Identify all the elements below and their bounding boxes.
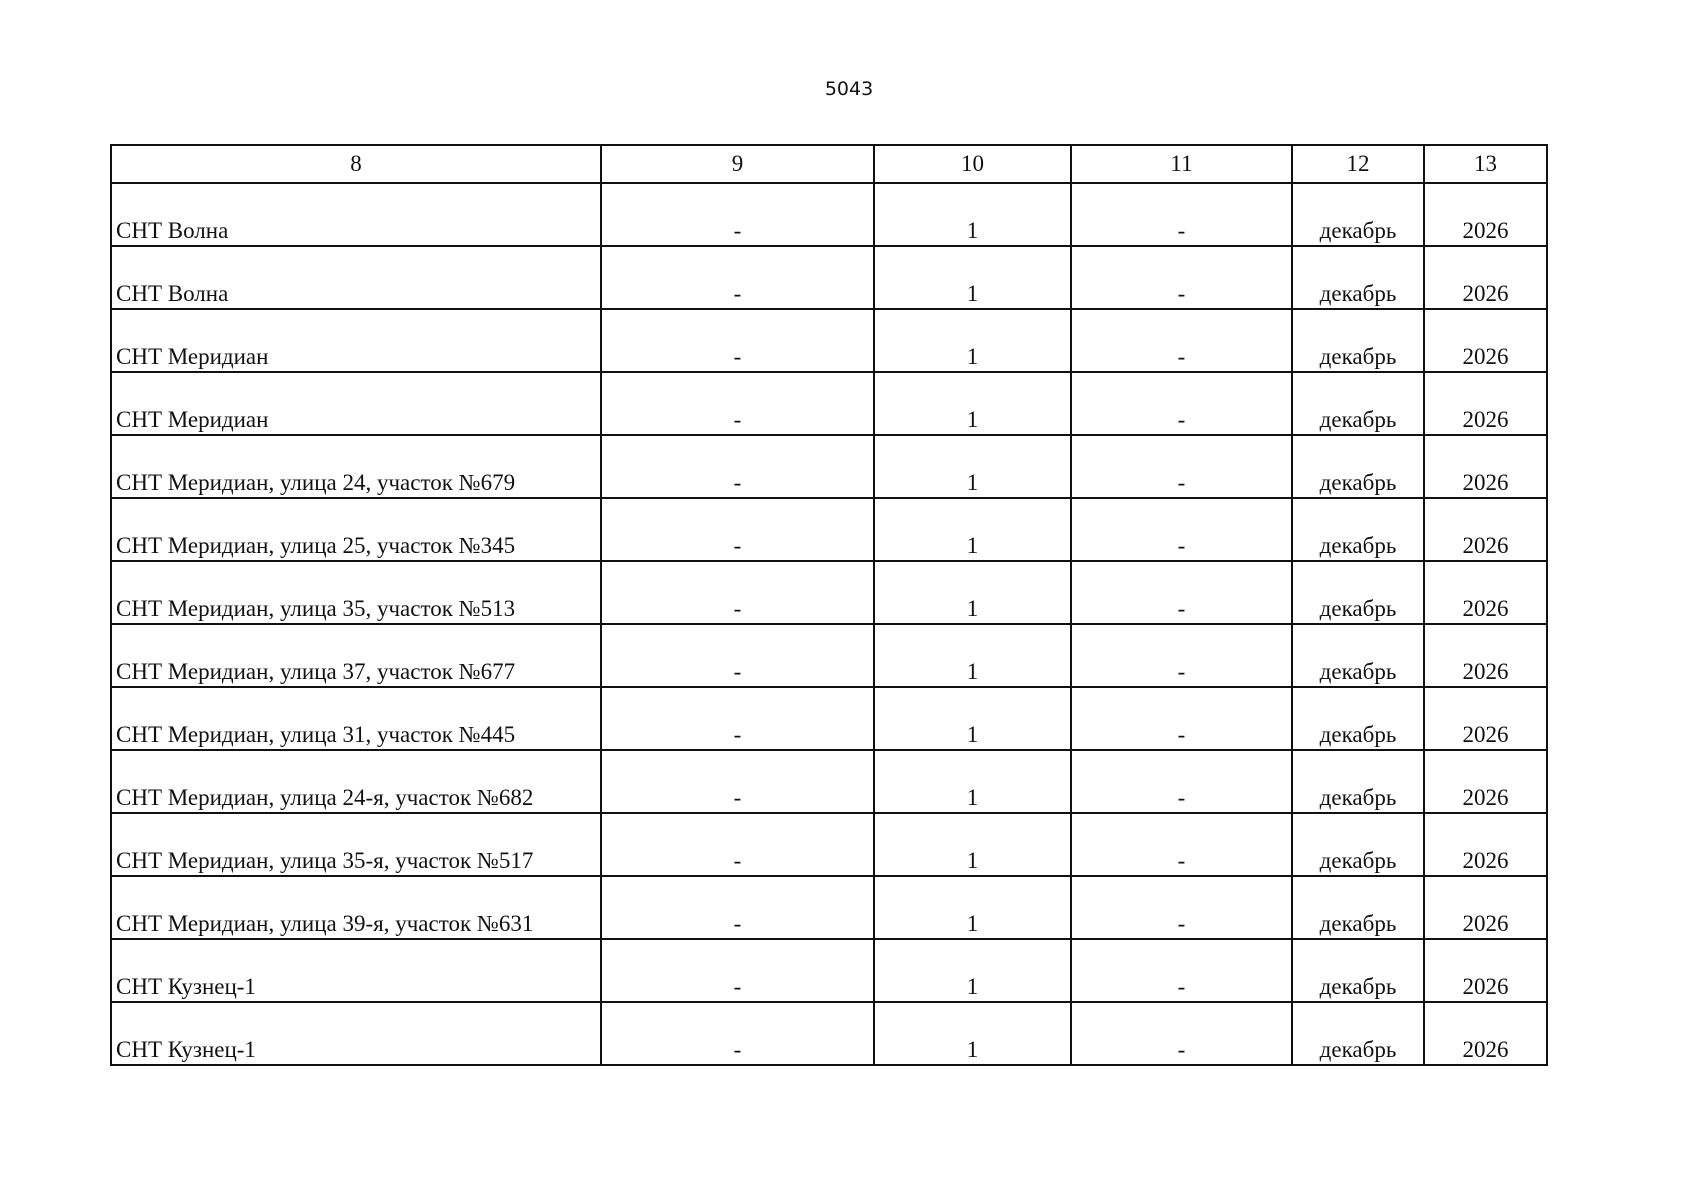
col-11-cell: - xyxy=(1071,435,1292,498)
location-cell: СНТ Кузнец-1 xyxy=(111,1002,601,1065)
location-cell: СНТ Меридиан, улица 25, участок №345 xyxy=(111,498,601,561)
location-cell: СНТ Меридиан, улица 35-я, участок №517 xyxy=(111,813,601,876)
col-10-cell: 1 xyxy=(874,372,1071,435)
month-cell: декабрь xyxy=(1292,309,1424,372)
location-cell: СНТ Волна xyxy=(111,183,601,246)
location-cell: СНТ Меридиан xyxy=(111,309,601,372)
month-cell: декабрь xyxy=(1292,246,1424,309)
table-row xyxy=(111,687,1547,750)
year-cell: 2026 xyxy=(1424,435,1547,498)
col-11-cell: - xyxy=(1071,876,1292,939)
col-11-cell: - xyxy=(1071,939,1292,1002)
col-10-cell: 1 xyxy=(874,939,1071,1002)
table-row xyxy=(111,939,1547,1002)
table-row xyxy=(111,498,1547,561)
col-9-cell: - xyxy=(601,561,874,624)
year-cell: 2026 xyxy=(1424,687,1547,750)
col-10-cell: 1 xyxy=(874,624,1071,687)
month-cell: декабрь xyxy=(1292,624,1424,687)
table-row xyxy=(111,183,1547,246)
table-header xyxy=(111,145,1547,183)
col-10-cell: 1 xyxy=(874,876,1071,939)
col-11-cell: - xyxy=(1071,624,1292,687)
column-header-11: 11 xyxy=(1071,145,1292,183)
table-row xyxy=(111,372,1547,435)
col-9-cell: - xyxy=(601,624,874,687)
header-row xyxy=(111,145,1547,183)
location-cell: СНТ Меридиан, улица 24-я, участок №682 xyxy=(111,750,601,813)
col-9-cell: - xyxy=(601,372,874,435)
year-cell: 2026 xyxy=(1424,246,1547,309)
col-10-cell: 1 xyxy=(874,813,1071,876)
col-9-cell: - xyxy=(601,309,874,372)
col-11-cell: - xyxy=(1071,498,1292,561)
month-cell: декабрь xyxy=(1292,750,1424,813)
col-11-cell: - xyxy=(1071,750,1292,813)
col-9-cell: - xyxy=(601,687,874,750)
table-row xyxy=(111,246,1547,309)
month-cell: декабрь xyxy=(1292,813,1424,876)
month-cell: декабрь xyxy=(1292,183,1424,246)
table-body xyxy=(111,183,1547,1065)
location-cell: СНТ Меридиан, улица 37, участок №677 xyxy=(111,624,601,687)
month-cell: декабрь xyxy=(1292,561,1424,624)
month-cell: декабрь xyxy=(1292,939,1424,1002)
col-9-cell: - xyxy=(601,246,874,309)
year-cell: 2026 xyxy=(1424,750,1547,813)
table-row xyxy=(111,435,1547,498)
col-10-cell: 1 xyxy=(874,246,1071,309)
table-row xyxy=(111,309,1547,372)
column-header-13: 13 xyxy=(1424,145,1547,183)
col-11-cell: - xyxy=(1071,183,1292,246)
location-cell: СНТ Меридиан, улица 31, участок №445 xyxy=(111,687,601,750)
table-row xyxy=(111,624,1547,687)
month-cell: декабрь xyxy=(1292,687,1424,750)
col-11-cell: - xyxy=(1071,372,1292,435)
year-cell: 2026 xyxy=(1424,183,1547,246)
table-row xyxy=(111,876,1547,939)
col-9-cell: - xyxy=(601,1002,874,1065)
year-cell: 2026 xyxy=(1424,498,1547,561)
col-11-cell: - xyxy=(1071,561,1292,624)
col-9-cell: - xyxy=(601,939,874,1002)
month-cell: декабрь xyxy=(1292,498,1424,561)
year-cell: 2026 xyxy=(1424,939,1547,1002)
col-10-cell: 1 xyxy=(874,435,1071,498)
col-11-cell: - xyxy=(1071,309,1292,372)
col-11-cell: - xyxy=(1071,246,1292,309)
location-cell: СНТ Меридиан, улица 24, участок №679 xyxy=(111,435,601,498)
col-9-cell: - xyxy=(601,183,874,246)
year-cell: 2026 xyxy=(1424,372,1547,435)
location-cell: СНТ Волна xyxy=(111,246,601,309)
col-11-cell: - xyxy=(1071,813,1292,876)
month-cell: декабрь xyxy=(1292,372,1424,435)
table-row xyxy=(111,1002,1547,1065)
col-9-cell: - xyxy=(601,750,874,813)
col-10-cell: 1 xyxy=(874,750,1071,813)
year-cell: 2026 xyxy=(1424,624,1547,687)
location-cell: СНТ Меридиан xyxy=(111,372,601,435)
col-10-cell: 1 xyxy=(874,309,1071,372)
col-9-cell: - xyxy=(601,876,874,939)
col-10-cell: 1 xyxy=(874,687,1071,750)
year-cell: 2026 xyxy=(1424,309,1547,372)
month-cell: декабрь xyxy=(1292,876,1424,939)
month-cell: декабрь xyxy=(1292,435,1424,498)
data-table xyxy=(110,144,1548,1066)
year-cell: 2026 xyxy=(1424,876,1547,939)
column-header-12: 12 xyxy=(1292,145,1424,183)
col-11-cell: - xyxy=(1071,687,1292,750)
table-row xyxy=(111,750,1547,813)
page-number: 5043 xyxy=(824,78,874,100)
year-cell: 2026 xyxy=(1424,1002,1547,1065)
year-cell: 2026 xyxy=(1424,813,1547,876)
location-cell: СНТ Меридиан, улица 35, участок №513 xyxy=(111,561,601,624)
col-9-cell: - xyxy=(601,813,874,876)
col-11-cell: - xyxy=(1071,1002,1292,1065)
year-cell: 2026 xyxy=(1424,561,1547,624)
col-10-cell: 1 xyxy=(874,1002,1071,1065)
col-10-cell: 1 xyxy=(874,498,1071,561)
table-row xyxy=(111,561,1547,624)
col-9-cell: - xyxy=(601,498,874,561)
location-cell: СНТ Меридиан, улица 39-я, участок №631 xyxy=(111,876,601,939)
col-10-cell: 1 xyxy=(874,183,1071,246)
col-9-cell: - xyxy=(601,435,874,498)
table-row xyxy=(111,813,1547,876)
location-cell: СНТ Кузнец-1 xyxy=(111,939,601,1002)
column-header-10: 10 xyxy=(874,145,1071,183)
col-10-cell: 1 xyxy=(874,561,1071,624)
column-header-8: 8 xyxy=(111,145,601,183)
month-cell: декабрь xyxy=(1292,1002,1424,1065)
column-header-9: 9 xyxy=(601,145,874,183)
